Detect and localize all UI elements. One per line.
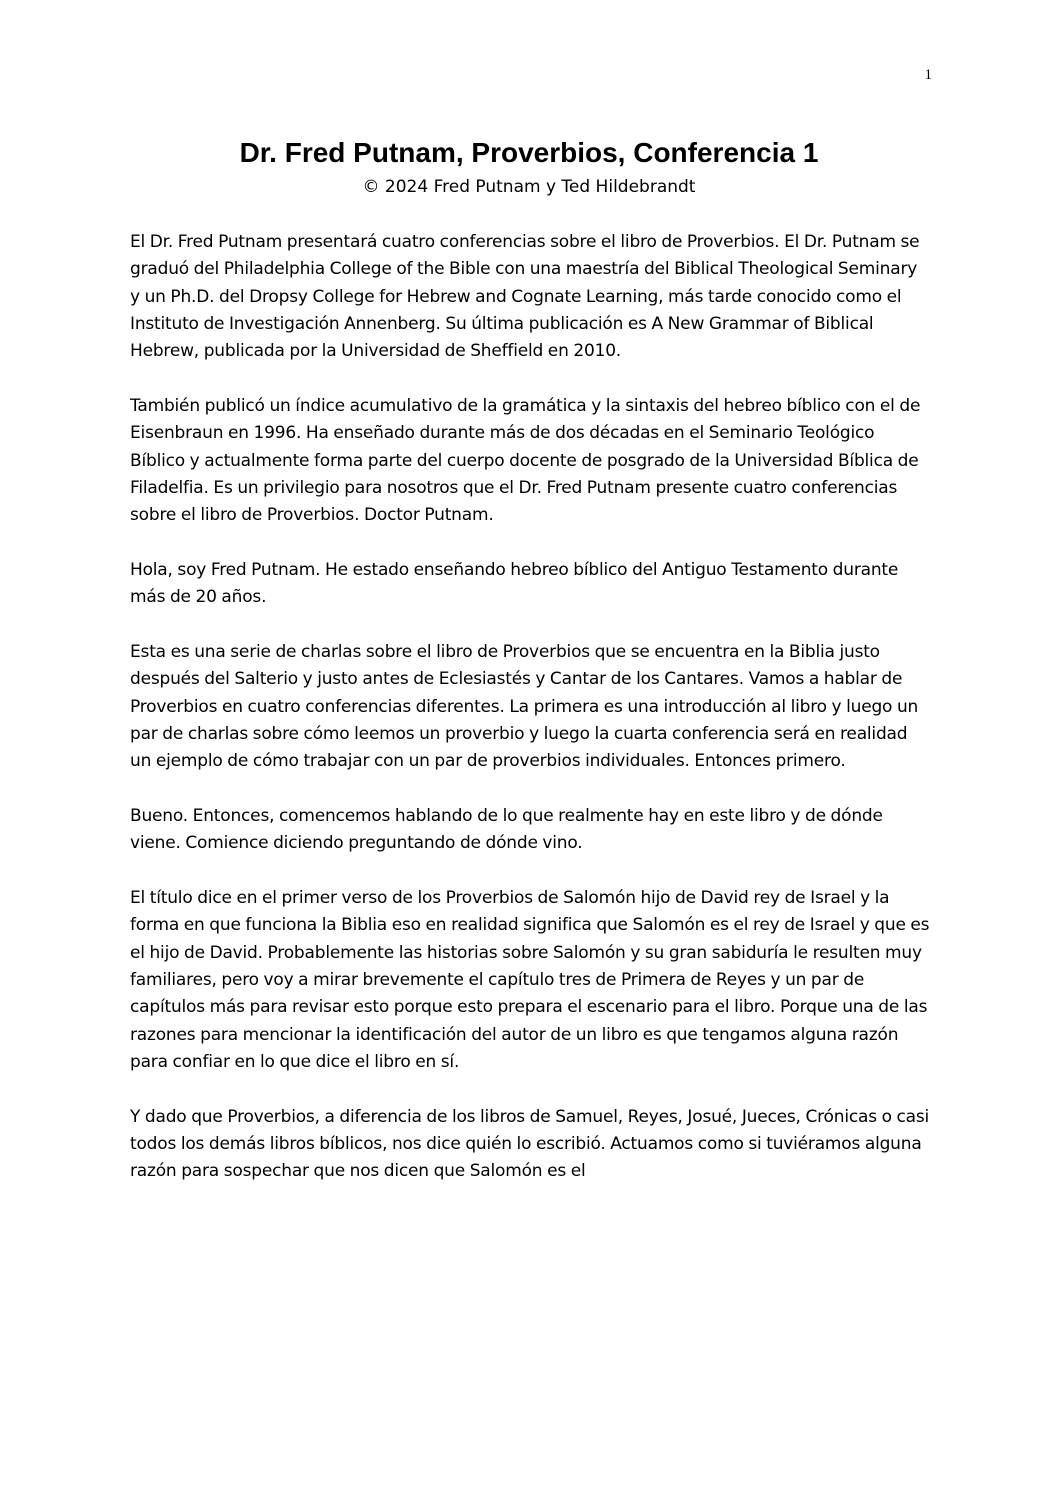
paragraph: Hola, soy Fred Putnam. He estado enseñando hebreo bíblico del Antiguo Testamento durante más de 20 años. (130, 559, 899, 608)
paragraph: También publicó un índice acumulativo de la gramática y la sintaxis del hebreo bíblico con el de Eisenbraun en 1996. Ha enseñado durante más de dos décadas en el Seminario Teológico Bíblico y actualmente forma parte del cuerpo docente de posgrado de la Universidad Bíblica de Filadelfia. Es un privilegio para nosotros que el Dr. Fred Putnam presente cuatro conferencias sobre el libro de Proverbios. Doctor Putnam. (130, 395, 921, 526)
paragraph: Esta es una serie de charlas sobre el libro de Proverbios que se encuentra en la Biblia justo después del Salterio y justo antes de Eclesiastés y Cantar de los Cantares. Vamos a hablar de Proverbios en cuatro conferencias diferentes. La primera es una introducción al libro y luego un par de charlas sobre cómo leemos un proverbio y luego la cuarta conferencia será en realidad un ejemplo de cómo trabajar con un par de proverbios individuales. Entonces primero. (130, 642, 919, 772)
document-body (130, 229, 930, 1213)
page-number: 1 (924, 67, 932, 83)
paragraph: El Dr. Fred Putnam presentará cuatro conferencias sobre el libro de Proverbios. El Dr. Putnam se graduó del Philadelphia College of the Bible con una maestría del Biblical Theological Seminary y un Ph.D. del Dropsy College for Hebrew and Cognate Learning, más tarde conocido como el Instituto de Investigación Annenberg. Su última publicación es A New Grammar of Biblical Hebrew, publicada por la Universidad de Sheffield en 2010. (130, 232, 920, 362)
paragraph: El título dice en el primer verso de los Proverbios de Salomón hijo de David rey de Israel y la forma en que funciona la Biblia eso en realidad significa que Salomón es el rey de Israel y que es el hijo de David. Probablemente las historias sobre Salomón y su gran sabiduría le resulten muy familiares, pero voy a mirar brevemente el capítulo tres de Primera de Reyes y un par de capítulos más para revisar esto porque esto prepara el escenario para el libro. Porque una de las razones para mencionar la identificación del autor de un libro es que tengamos alguna razón para confiar en lo que dice el libro en sí. (130, 888, 930, 1072)
paragraph: Y dado que Proverbios, a diferencia de los libros de Samuel, Reyes, Josué, Jueces, Crónicas o casi todos los demás libros bíblicos, nos dice quién lo escribió. Actuamos como si tuviéramos alguna razón para sospechar que nos dicen que Salomón es el (130, 1106, 930, 1182)
copyright-line: © 2024 Fred Putnam y Ted Hildebrandt (362, 177, 696, 197)
paragraph: Bueno. Entonces, comencemos hablando de lo que realmente hay en este libro y de dónde viene. Comience diciendo preguntando de dónde vino. (130, 806, 883, 854)
document-title: Dr. Fred Putnam, Proverbios, Conferencia 1 (239, 137, 819, 168)
